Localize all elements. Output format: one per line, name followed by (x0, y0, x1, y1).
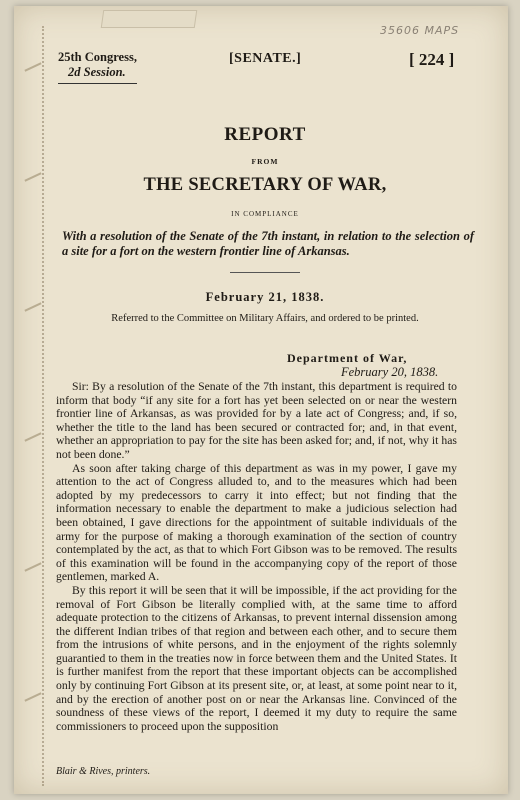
from-label: FROM (251, 157, 279, 166)
letter-body (56, 380, 457, 733)
session-label: 2d Session. (58, 65, 137, 84)
congress-label: 25th Congress, (58, 50, 137, 64)
in-compliance-label: IN COMPLIANCE (231, 210, 299, 218)
referral-note: Referred to the Committee on Military Affairs, and ordered to be printed. (111, 313, 419, 324)
department-heading: Department of War, (287, 351, 408, 365)
pencil-note: 35606 MAPS (380, 24, 460, 37)
letter-date: February 20, 1838. (341, 365, 439, 379)
printer-imprint: Blair & Rives, printers. (56, 766, 151, 777)
report-heading: REPORT (224, 124, 306, 145)
report-date: February 21, 1838. (205, 290, 325, 304)
resolution-text: With a resolution of the Senate of the 7th instant, in relation to the selection of a site for a fort on the western frontier line of Arkansas. (62, 229, 474, 258)
paragraph: By this report it will be seen that it will be impossible, if the act providing for the removal of Fort Gibson be literally complied with, at the same time to afford adequate protection to the citizens of Arkansas, to prevent internal dissension among the different Indian tribes of that region and between each other, and to secure them from the intrusions of white persons, and in the enjoyment of the rights solemnly guarantied to them in the treaties now in force between them and the United States. It is further manifest from the report that these important objects can be accomplished only by continuing Fort Gibson at its present site, or, at least, at some point near to it, and by the erection of another post on or near the Arkansas line. Convinced of the soundness of these views of the report, I deemed it my duty to require the same commissioners to proceed upon the supposition (56, 583, 457, 733)
document-number: [ 224 ] (409, 50, 455, 69)
chamber-label: [SENATE.] (229, 51, 302, 66)
paragraph: As soon after taking charge of this department as was in my power, I gave my attention to the act of Congress alluded to, and to the measures which had been adopted by my predecessors to carry it into effect; but not finding that the information necessary to enable the department to make a judicious selection had been obtained, I gave directions for the appointment of suitable individuals of the army for the purpose of making a thorough examination of the section of country contemplated by the act, as that to which Fort Gibson was to be removed. The results of this examination will be found in the accompanying copy of the report of those gentlemen, marked A. (56, 461, 457, 584)
secretary-heading: THE SECRETARY OF WAR, (143, 175, 387, 195)
paper-tab (101, 10, 198, 28)
divider-rule (230, 272, 300, 273)
paragraph: Sir: By a resolution of the Senate of the 7th instant, this department is required to inform that body “if any site for a fort has yet been selected on or near the western frontier line of Arkansas, as was provided for by a late act of Congress; and, if so, whether the title to the land has been secured or contracted for; and, in that event, whether an appropriation to pay for the site has been asked for; and, if not, why it has not been done.” (56, 380, 457, 461)
congress-session-block (58, 50, 137, 84)
